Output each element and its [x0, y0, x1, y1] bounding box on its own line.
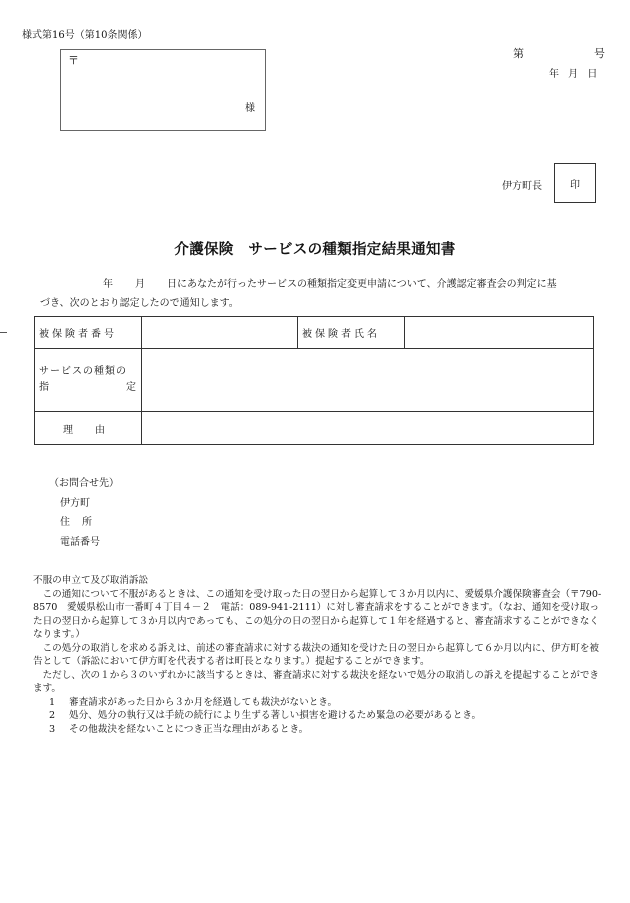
- appeal-item-number: 3: [49, 723, 56, 735]
- recipient-address-box[interactable]: [60, 49, 266, 131]
- appeal-item-text: 処分、処分の執行又は手続の続行により生ずる著しい損害を避けるため緊急の必要があるとき。: [69, 710, 482, 721]
- inquiry-phone-label: 電話番号: [60, 536, 100, 548]
- honorific-sama: 様: [245, 103, 255, 114]
- seal-box: [554, 163, 596, 203]
- issuer-title: 伊方町長: [502, 181, 542, 192]
- table-row-service: [35, 349, 594, 412]
- appeal-section: [33, 574, 608, 736]
- appeal-heading: 不服の申立て及び取消訴訟: [33, 575, 149, 586]
- appeal-item: [33, 723, 608, 737]
- appeal-item: [33, 709, 608, 723]
- notice-body: [40, 275, 612, 313]
- document-title: 介護保険 サービスの種類指定結果通知書: [174, 241, 456, 258]
- insured-number-field[interactable]: [142, 317, 298, 349]
- table-row-insured: [35, 317, 594, 349]
- reason-label-char-b: 由: [95, 424, 105, 436]
- appeal-paragraph-2: この処分の取消しを求める訴えは、前述の審査請求に対する裁決の通知を受けた日の翌日から起算して６か月以内に、伊方町を被告として（訴訟において伊方町を代表する者は町長となります。）提起することができます。: [33, 642, 600, 667]
- document-number-suffix: 号: [594, 47, 605, 60]
- inquiry-heading: （お問合せ先）: [49, 478, 119, 489]
- appeal-item: [33, 696, 608, 710]
- inquiry-office: 伊方町: [60, 497, 90, 509]
- service-type-label-line2: [39, 380, 137, 396]
- appeal-item-number: 1: [49, 696, 56, 708]
- intro-month: 月: [135, 279, 145, 290]
- notice-line-1: [40, 275, 612, 294]
- service-type-label: [35, 349, 142, 412]
- appeal-paragraph-1: この通知について不服があるときは、この通知を受け取った日の翌日から起算して３か月以内に、愛媛県介護保険審査会（〒790-8570 愛媛県松山市一番町４丁目４－２ 電話：089-941-2111）に対し審査請求をすることができます。（なお、通知を受け取った日の翌日から起算して３か月以内であっても、この処分の日の翌日から起算して１年を経過すると、審査請求することができなくなります。）: [33, 588, 602, 640]
- insured-number-label: 被保険者番号: [35, 317, 142, 349]
- notice-line-2: づき、次のとおり認定したので通知します。: [40, 298, 239, 309]
- certification-table: [34, 316, 594, 445]
- appeal-item-text: 審査請求があった日から３か月を経過しても裁決がないとき。: [69, 696, 338, 708]
- appeal-item-text: その他裁決を経ないことにつき正当な理由があるとき。: [69, 723, 309, 735]
- document-number-prefix: 第: [513, 47, 524, 60]
- insured-name-label: 被保険者氏名: [298, 317, 405, 349]
- service-label-char-b: 定: [126, 382, 137, 393]
- form-number: 様式第16号（第10条関係）: [22, 30, 148, 41]
- table-row-reason: [35, 412, 594, 445]
- inquiry-section: [49, 474, 119, 552]
- service-type-field[interactable]: [142, 349, 594, 412]
- reason-label: [35, 412, 142, 445]
- intro-text: 日にあなたが行ったサービスの種類指定変更申請について、介護認定審査会の判定に基: [167, 279, 557, 290]
- inquiry-address-label: 住所: [60, 517, 104, 528]
- reason-field[interactable]: [142, 412, 594, 445]
- margin-fold-mark: [0, 332, 7, 333]
- postal-mark: 〒: [68, 54, 79, 67]
- appeal-paragraph-3: ただし、次の１から３のいずれかに該当するときは、審査請求に対する裁決を経ないで処分の取消しの訴えを提起することができます。: [33, 669, 600, 694]
- service-label-char-a: 指: [39, 382, 50, 393]
- reason-label-char-a: 理: [63, 424, 73, 436]
- appeal-item-number: 2: [49, 710, 56, 721]
- service-type-label-line1: サービスの種類の: [39, 366, 127, 377]
- insured-name-field[interactable]: [405, 317, 594, 349]
- intro-year: 年: [103, 279, 113, 290]
- issue-date: 年 月 日: [549, 69, 598, 80]
- seal-label: 印: [570, 179, 580, 191]
